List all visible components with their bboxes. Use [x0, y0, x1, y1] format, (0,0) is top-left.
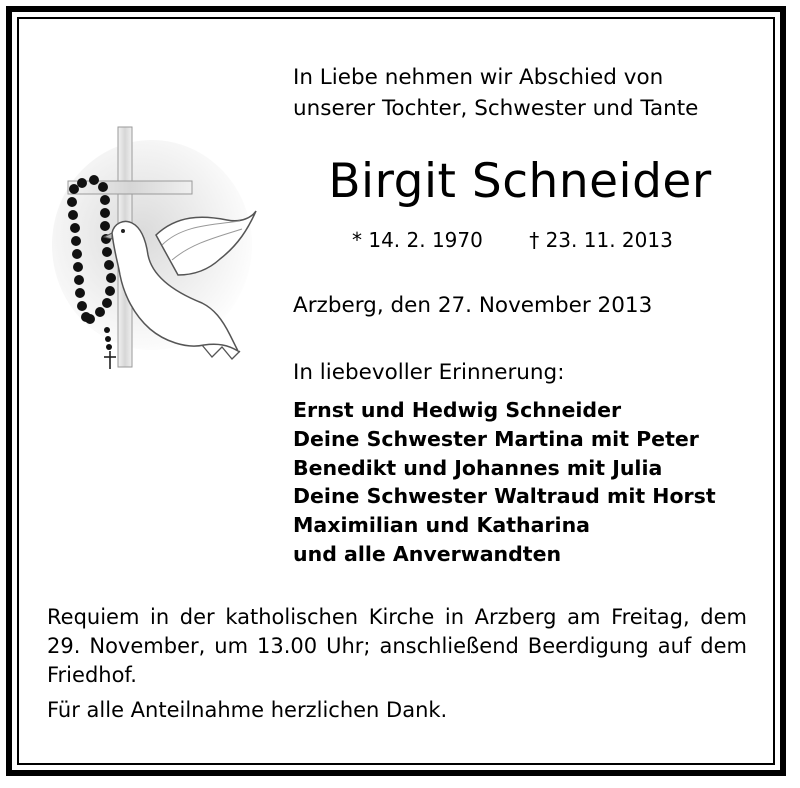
- cross-rosary-dove-icon: [52, 125, 262, 375]
- mourner-line: Deine Schwester Martina mit Peter: [293, 426, 699, 451]
- death-date: † 23. 11. 2013: [529, 228, 673, 252]
- mourners-list: [293, 396, 716, 569]
- deceased-name: Birgit Schneider: [328, 154, 712, 209]
- mourner-line: Deine Schwester Waltraud mit Horst: [293, 484, 716, 509]
- mourner-line: Benedikt und Johannes mit Julia: [293, 455, 663, 480]
- life-dates: [352, 228, 712, 252]
- thanks-text: Für alle Anteilnahme herzlichen Dank.: [47, 698, 448, 722]
- birth-date: * 14. 2. 1970: [352, 228, 483, 252]
- intro-text: In Liebe nehmen wir Abschied von unserer Tochter, Schwester und Tante: [293, 65, 699, 121]
- mourner-line: und alle Anverwandten: [293, 541, 562, 566]
- place-and-date: Arzberg, den 27. November 2013: [293, 293, 653, 318]
- funeral-notice: Requiem in der katholischen Kirche in Arzberg am Freitag, dem 29. November, um 13.00 Uhr; anschließend Beerdigung auf dem Friedhof.: [47, 605, 747, 687]
- mourner-line: Maximilian und Katharina: [293, 513, 590, 538]
- memory-label: In liebevoller Erinnerung:: [293, 360, 565, 385]
- mourner-line: Ernst und Hedwig Schneider: [293, 398, 622, 422]
